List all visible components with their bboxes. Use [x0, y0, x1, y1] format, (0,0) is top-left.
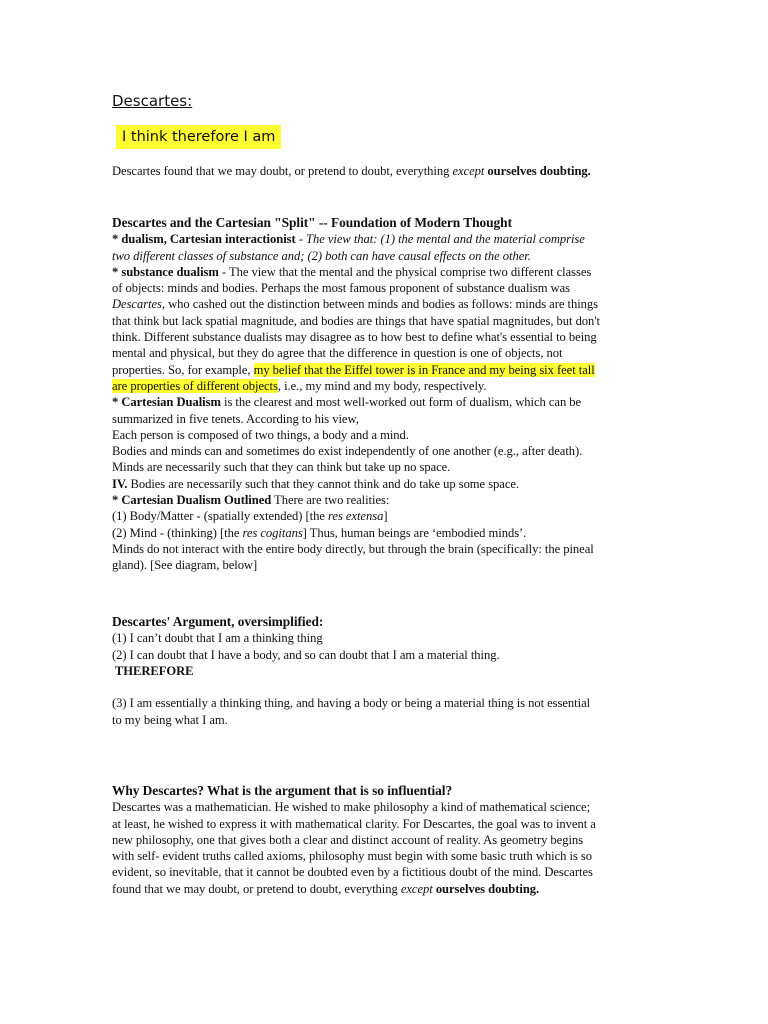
- cartesian-dualism-line-1: is the clearest and most well-worked out form of dualism, which can be: [220, 395, 582, 410]
- brain-line-2: gland). [See diagram, below]: [112, 558, 258, 573]
- intro-paragraph: [112, 163, 652, 179]
- substance-line-5: think. Different substance dualists may disagree as to how best to define what's essential to being: [112, 330, 597, 345]
- reality-2-italic: res cogitans: [242, 525, 303, 540]
- reality-2: (2) Mind - (thinking) [the: [112, 525, 243, 540]
- conclusion-line-1: (3) I am essentially a thinking thing, and having a body or being a material thing is not essential: [112, 696, 591, 711]
- dualism-dash: -: [295, 232, 306, 247]
- substance-dualism-label: * substance dualism: [112, 264, 219, 279]
- intro-text: Descartes found that we may doubt, or pretend to doubt, everything: [112, 164, 453, 178]
- reality-2-close: ] Thus, human beings are ‘embodied minds’.: [302, 525, 527, 540]
- dualism-definition-2: two different classes of substance and; (2) both can have causal effects on the other.: [112, 248, 531, 263]
- tenet-4-label: IV.: [112, 476, 128, 491]
- split-heading: Descartes and the Cartesian "Split" -- Foundation of Modern Thought: [112, 215, 512, 230]
- page-title: Descartes:: [112, 92, 193, 110]
- cartesian-dualism-label: * Cartesian Dualism: [112, 395, 221, 410]
- argument-heading: Descartes' Argument, oversimplified:: [112, 614, 324, 629]
- intro-except: except: [452, 164, 485, 178]
- reality-1-italic: res extensa: [328, 509, 384, 524]
- therefore-label: THEREFORE: [112, 663, 194, 678]
- reality-1-close: ]: [383, 509, 388, 524]
- why-line-3: new philosophy, one that gives both a clear and distinct account of reality. As geometry begins: [112, 832, 584, 847]
- cartesian-split-section: [112, 215, 652, 574]
- cartesian-dualism-line-2: summarized in five tenets. According to his view,: [112, 411, 359, 426]
- substance-line-7: properties. So, for example,: [112, 362, 254, 377]
- tenet-2: Bodies and minds can and sometimes do exist independently of one another (e.g., after death).: [112, 444, 583, 459]
- why-line-4: with self- evident truths called axioms, philosophy must begin with some basic truth which is so: [112, 849, 592, 864]
- intro-bold: ourselves doubting.: [487, 164, 591, 178]
- dualism-label: * dualism, Cartesian interactionist: [112, 232, 296, 247]
- why-line-6: found that we may doubt, or pretend to doubt, everything: [112, 881, 401, 896]
- why-except: except: [400, 881, 433, 896]
- dualism-definition-1: The view that: (1) the mental and the material comprise: [306, 232, 585, 247]
- reality-1: (1) Body/Matter - (spatially extended) [the: [112, 509, 329, 524]
- substance-line-2: of objects: minds and bodies. Perhaps the most famous proponent of substance dualism was: [112, 281, 570, 296]
- tenet-3: Minds are necessarily such that they can think but take up no space.: [112, 460, 451, 475]
- substance-line-6: mental and physical, but they do agree that the difference in question is one of objects, not: [112, 346, 563, 361]
- highlighted-tagline: I think therefore I am: [116, 125, 281, 149]
- conclusion-line-2: to my being what I am.: [112, 712, 228, 727]
- substance-line-1: - The view that the mental and the physical comprise two different classes: [218, 264, 592, 279]
- why-line-1: Descartes was a mathematician. He wished to make philosophy a kind of mathematical science;: [112, 800, 591, 815]
- premise-2: (2) I can doubt that I have a body, and so can doubt that I am a material thing.: [112, 647, 500, 662]
- tenet-4: Bodies are necessarily such that they cannot think and do take up some space.: [127, 476, 520, 491]
- substance-line-3: who cashed out the distinction between minds and bodies as follows: minds are things: [165, 297, 598, 312]
- brain-line-1: Minds do not interact with the entire body directly, but through the brain (specifically: the pineal: [112, 541, 594, 556]
- argument-section: [112, 614, 652, 728]
- why-heading: Why Descartes? What is the argument that is so influential?: [112, 783, 453, 798]
- substance-line-3-italic: Descartes,: [112, 297, 166, 312]
- substance-line-8: , i.e., my mind and my body, respectively.: [277, 378, 487, 393]
- highlight-eiffel-1: my belief that the Eiffel tower is in France and my being six feet tall: [253, 362, 595, 377]
- premise-1: (1) I can’t doubt that I am a thinking thing: [112, 631, 323, 646]
- outlined-text: There are two realities:: [271, 493, 390, 508]
- outlined-label: * Cartesian Dualism Outlined: [112, 493, 272, 508]
- why-line-2: at least, he wished to express it with mathematical clarity. For Descartes, the goal was to invent a: [112, 816, 596, 831]
- why-line-5: evident, so inevitable, that it cannot be doubted even by a fictitious doubt of the mind. Descartes: [112, 865, 593, 880]
- why-descartes-section: [112, 783, 652, 897]
- substance-line-4: that think but lack spatial magnitude, and bodies are things that have spatial magnitudes, but don't: [112, 313, 600, 328]
- tenet-1: Each person is composed of two things, a body and a mind.: [112, 427, 409, 442]
- why-bold: ourselves doubting.: [435, 881, 540, 896]
- highlight-eiffel-2: are properties of different objects: [112, 378, 278, 393]
